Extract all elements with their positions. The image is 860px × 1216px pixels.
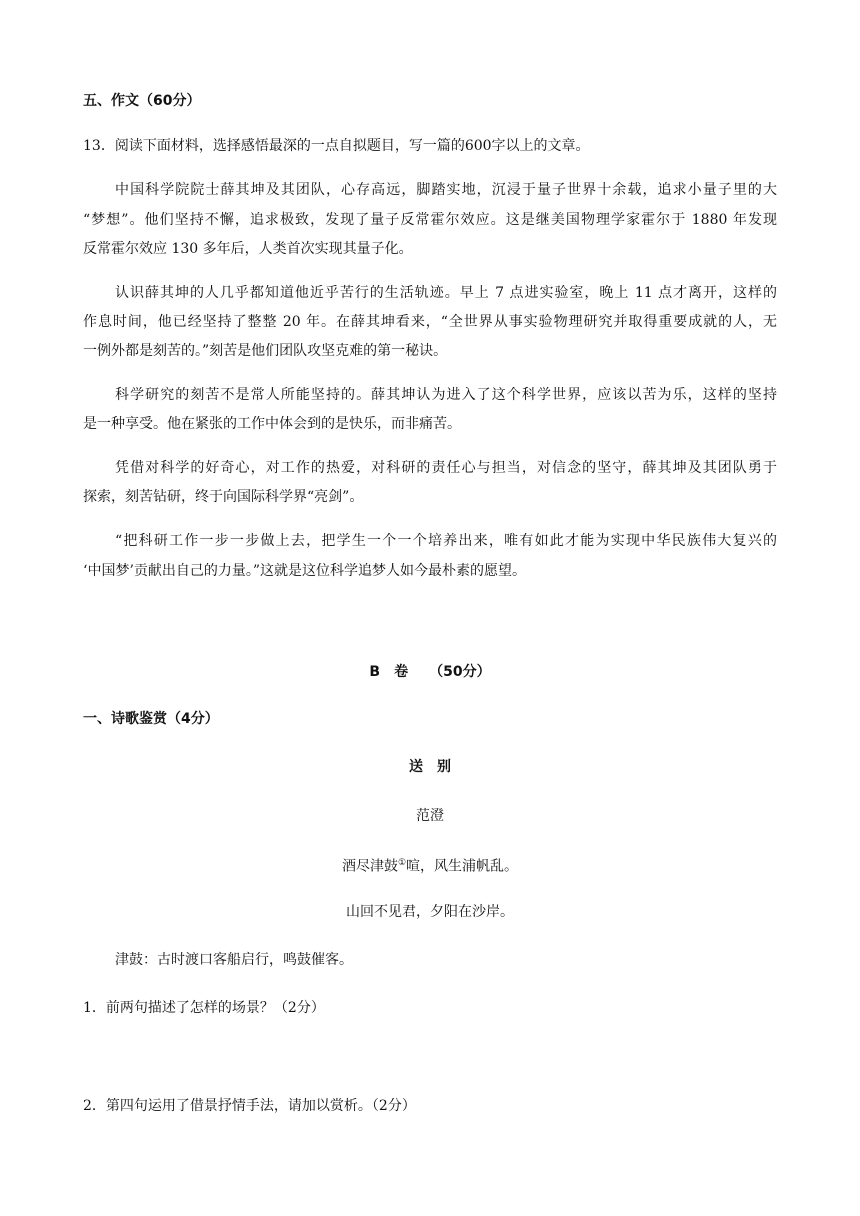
poem-line-2: 山回不见君，夕阳在沙岸。 <box>346 904 514 920</box>
paragraph-line: 作息时间，他已经坚持了整整 20 年。在薛其坤看来，“全世界从事实验物理研究并取得重要成就的人，无 <box>83 314 777 330</box>
question-13-prompt: 13．阅读下面材料，选择感悟最深的一点自拟题目，写一篇的600字以上的文章。 <box>83 138 590 154</box>
paragraph-line: 科学研究的刻苦不是常人所能坚持的。薛其坤认为进入了这个科学世界，应该以苦为乐，这样的坚持 <box>115 387 777 403</box>
answer-space-1[interactable] <box>83 1025 777 1085</box>
section-heading-composition: 五、作文（60分） <box>83 93 201 109</box>
poem-line-1-pre: 酒尽津鼓 <box>341 858 398 875</box>
paragraph-line: 凭借对科学的好奇心，对工作的热爱，对科研的责任心与担当，对信念的坚守，薛其坤及其团队勇于 <box>115 460 777 476</box>
paragraph-line: 一例外都是刻苦的。”刻苦是他们团队攻坚克难的第一秘诀。 <box>83 343 448 359</box>
question-2: 2．第四句运用了借景抒情手法，请加以赏析。（2分） <box>83 1098 416 1114</box>
poem-author: 范澄 <box>416 808 444 824</box>
footnote-marker: ① <box>397 858 407 868</box>
paragraph-line: 中国科学院院士薛其坤及其团队，心存高远，脚踏实地，沉浸于量子世界十余载，追求小量子里的大 <box>115 182 777 198</box>
question-1: 1．前两句描述了怎样的场景？（2分） <box>83 1000 325 1016</box>
paragraph-line: 反常霍尔效应 130 多年后，人类首次实现其量子化。 <box>83 241 413 257</box>
part-b-title: B 卷 （50分） <box>369 664 491 680</box>
paragraph-line: 探索，刻苦钻研，终于向国际科学界“亮剑”。 <box>83 489 364 505</box>
paragraph-line: “把科研工作一步一步做上去，把学生一个一个培养出来，唯有如此才能为实现中华民族伟大复兴的 <box>115 533 777 549</box>
section-heading-poetry: 一、诗歌鉴赏（4分） <box>83 711 219 727</box>
poem-line-1 <box>0 853 860 877</box>
paragraph-line: 是一种享受。他在紧张的工作中体会到的是快乐，而非痛苦。 <box>83 416 461 432</box>
paragraph-line: 认识薛其坤的人几乎都知道他近乎苦行的生活轨迹。早上 7 点进实验室，晚上 11 点才离开，这样的 <box>115 285 777 301</box>
poem-line-1-post: 喧，风生浦帆乱。 <box>406 858 519 875</box>
paragraph-line: ‘中国梦’贡献出自己的力量。”这就是这位科学追梦人如今最朴素的愿望。 <box>83 563 527 579</box>
paragraph-line: “梦想”。他们坚持不懈，追求极致，发现了量子反常霍尔效应。这是继美国物理学家霍尔于 1880 年发现 <box>83 212 777 228</box>
poem-title: 送 别 <box>409 759 451 775</box>
poem-footnote: 津鼓：古时渡口客船启行，鸣鼓催客。 <box>115 952 353 968</box>
answer-space-2[interactable] <box>83 1124 777 1204</box>
